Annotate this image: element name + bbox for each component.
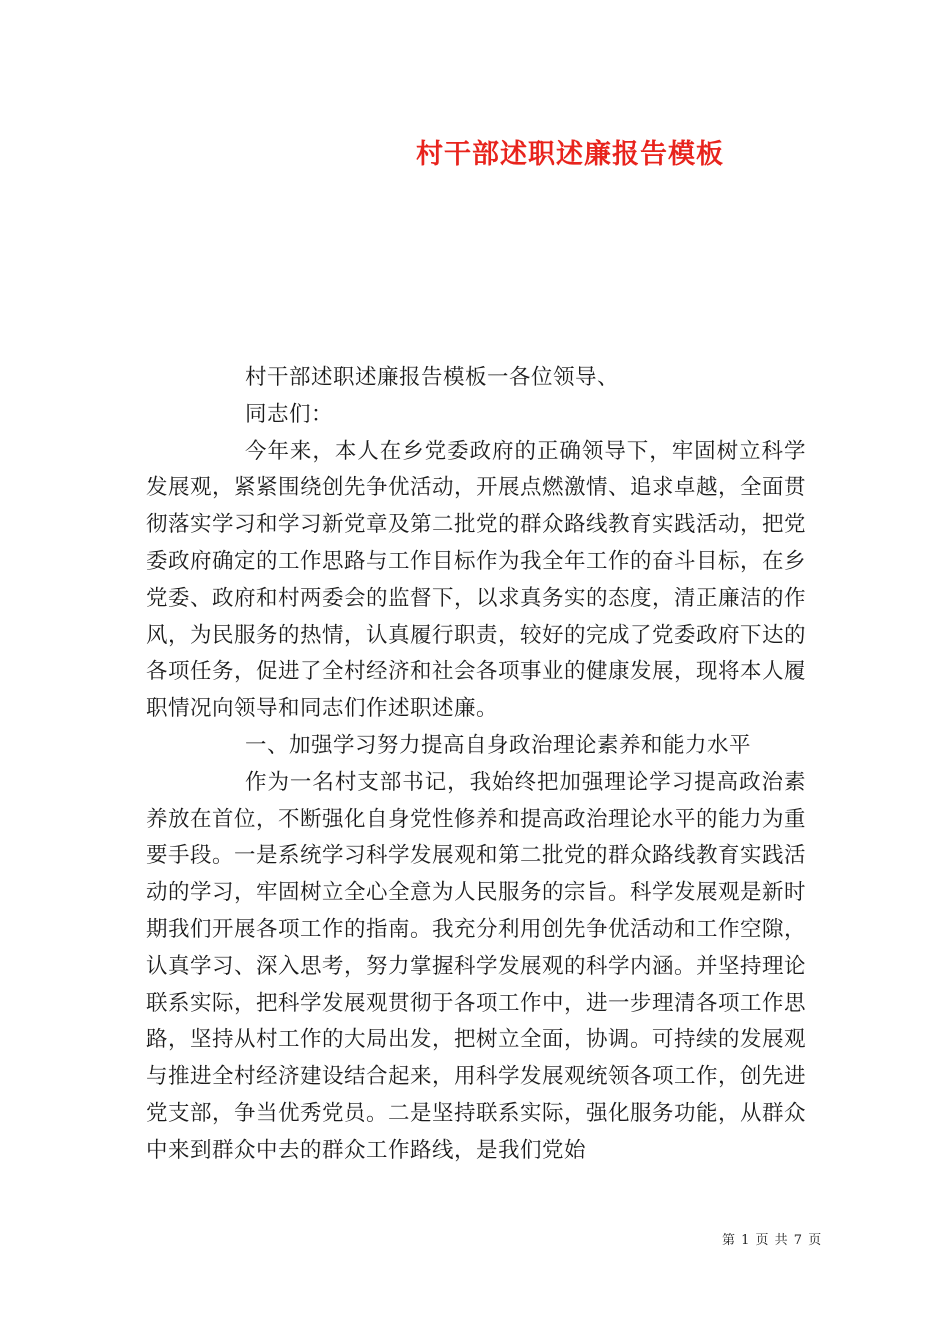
page-number: 第 1 页 共 7 页	[722, 1233, 823, 1248]
paragraph-salutation: 同志们：	[245, 401, 334, 427]
section-heading-1: 一、加强学习努力提高自身政治理论素养和能力水平	[245, 732, 752, 758]
paragraph-intro: 今年来，本人在乡党委政府的正确领导下，牢固树立科学发展观，紧紧围绕创先争优活动，开展点燃激情、追求卓越，全面贯彻落实学习和学习新党章及第二批党的群众路线教育实践活动，把党委政府确定的工作思路与工作目标作为我全年工作的奋斗目标，在乡党委、政府和村两委会的监督下，以求真务实的态度，清正廉洁的作风，为民服务的热情，认真履行职责，较好的完成了党委政府下达的各项任务，促进了全村经济和社会各项事业的健康发展，现将本人履职情况向领导和同志们作述职述廉。	[146, 438, 807, 722]
paragraph-greeting: 村干部述职述廉报告模板一各位领导、	[245, 365, 620, 390]
document-title: 村干部述职述廉报告模板	[416, 139, 724, 170]
paragraph-section-1: 作为一名村支部书记，我始终把加强理论学习提高政治素养放在首位，不断强化自身党性修养和提高政治理论水平的能力为重要手段。一是系统学习科学发展观和第二批党的群众路线教育实践活动的学习，牢固树立全心全意为人民服务的宗旨。科学发展观是新时期我们开展各项工作的指南。我充分利用创先争优活动和工作空隙，认真学习、深入思考，努力掌握科学发展观的科学内涵。并坚持理论联系实际，把科学发展观贯彻于各项工作中，进一步理清各项工作思路，坚持从村工作的大局出发，把树立全面，协调。可持续的发展观与推进全村经济建设结合起来，用科学发展观统领各项工作，创先进党支部，争当优秀党员。二是坚持联系实际，强化服务功能，从群众中来到群众中去的群众工作路线，是我们党始	[146, 769, 807, 1163]
document-body	[146, 360, 806, 1170]
